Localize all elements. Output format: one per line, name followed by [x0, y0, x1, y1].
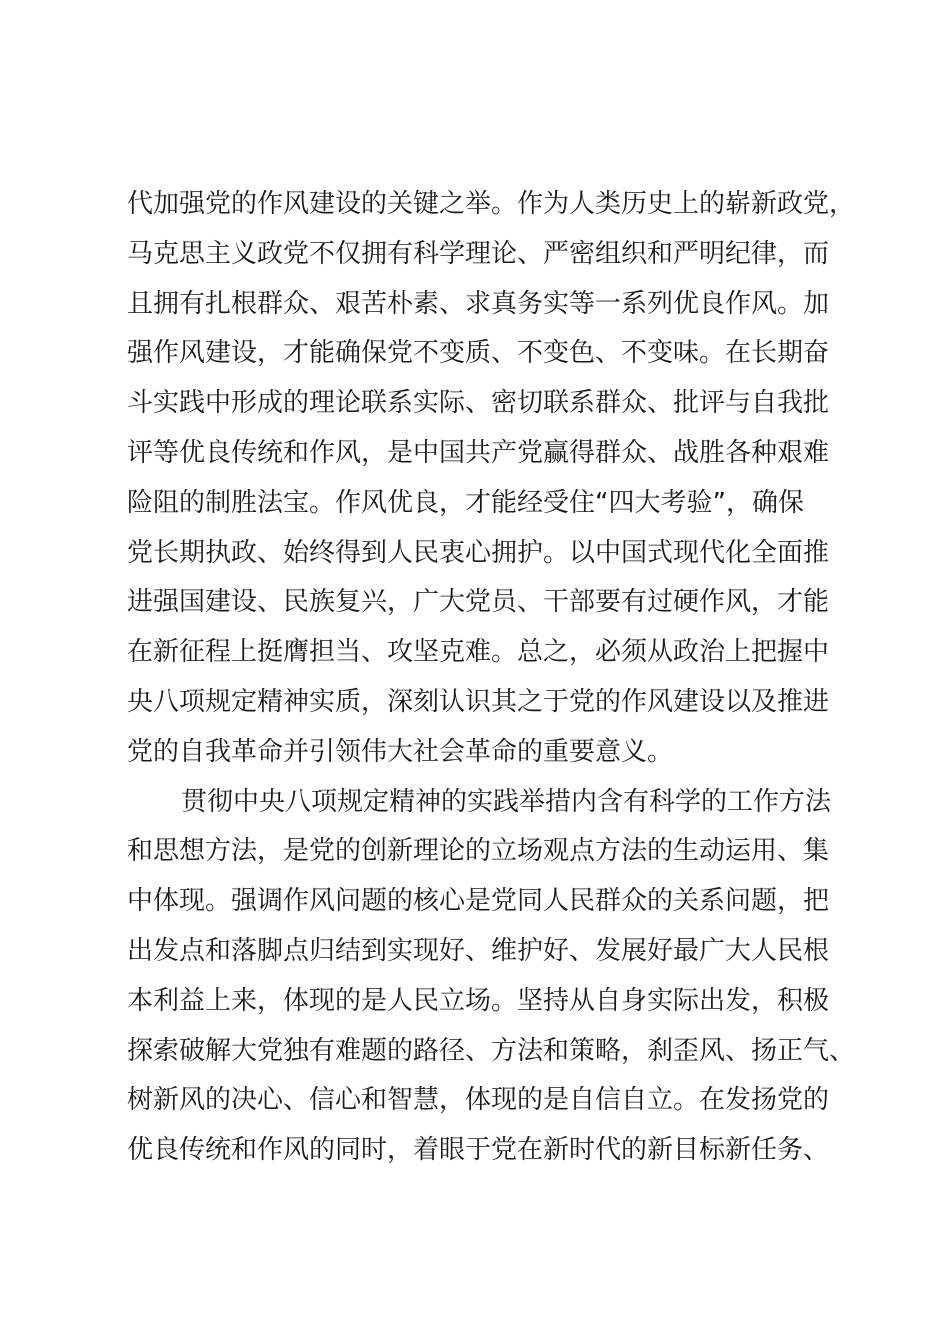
- text-line: 代加强党的作风建设的关键之举。作为人类历史上的崭新政党，: [127, 189, 856, 219]
- text-line: 险阻的制胜法宝。作风优良，才能经受住“四大考验”，确保: [127, 487, 804, 518]
- body-text: [127, 180, 856, 1176]
- text-line: 在新征程上挺膺担当、攻坚克难。总之，必须从政治上把握中: [127, 637, 830, 668]
- text-line: 强作风建设，才能确保党不变质、不变色、不变味。在长期奋: [127, 338, 830, 369]
- text-line: 优良传统和作风的同时，着眼于党在新时代的新目标新任务、: [127, 1135, 830, 1166]
- text-line: 和思想方法，是党的创新理论的立场观点方法的生动运用、集: [127, 836, 830, 867]
- text-line: 进强国建设、民族复兴，广大党员、干部要有过硬作风，才能: [127, 587, 830, 618]
- text-line: 马克思主义政党不仅拥有科学理论、严密组织和严明纪律，而: [127, 238, 830, 269]
- text-line: 央八项规定精神实质，深刻认识其之于党的作风建设以及推进: [127, 686, 830, 717]
- text-line: 评等优良传统和作风，是中国共产党赢得群众、战胜各种艰难: [127, 437, 830, 468]
- paragraph-start-line: 贯彻中央八项规定精神的实践举措内含有科学的工作方法: [181, 786, 832, 817]
- text-line: 本利益上来，体现的是人民立场。坚持从自身实际出发，积极: [127, 985, 830, 1016]
- text-line: 党长期执政、始终得到人民衷心拥护。以中国式现代化全面推: [127, 537, 830, 568]
- text-line: 且拥有扎根群众、艰苦朴素、求真务实等一系列优良作风。加: [127, 288, 830, 319]
- text-line: 探索破解大党独有难题的路径、方法和策略，刹歪风、扬正气、: [127, 1035, 856, 1066]
- text-line: 树新风的决心、信心和智慧，体现的是自信自立。在发扬党的: [127, 1085, 830, 1116]
- text-line: 中体现。强调作风问题的核心是党同人民群众的关系问题，把: [127, 886, 830, 917]
- text-line: 出发点和落脚点归结到实现好、维护好、发展好最广大人民根: [127, 935, 830, 966]
- text-line: 党的自我革命并引领伟大社会革命的重要意义。: [127, 736, 674, 767]
- text-line: 斗实践中形成的理论联系实际、密切联系群众、批评与自我批: [127, 388, 830, 419]
